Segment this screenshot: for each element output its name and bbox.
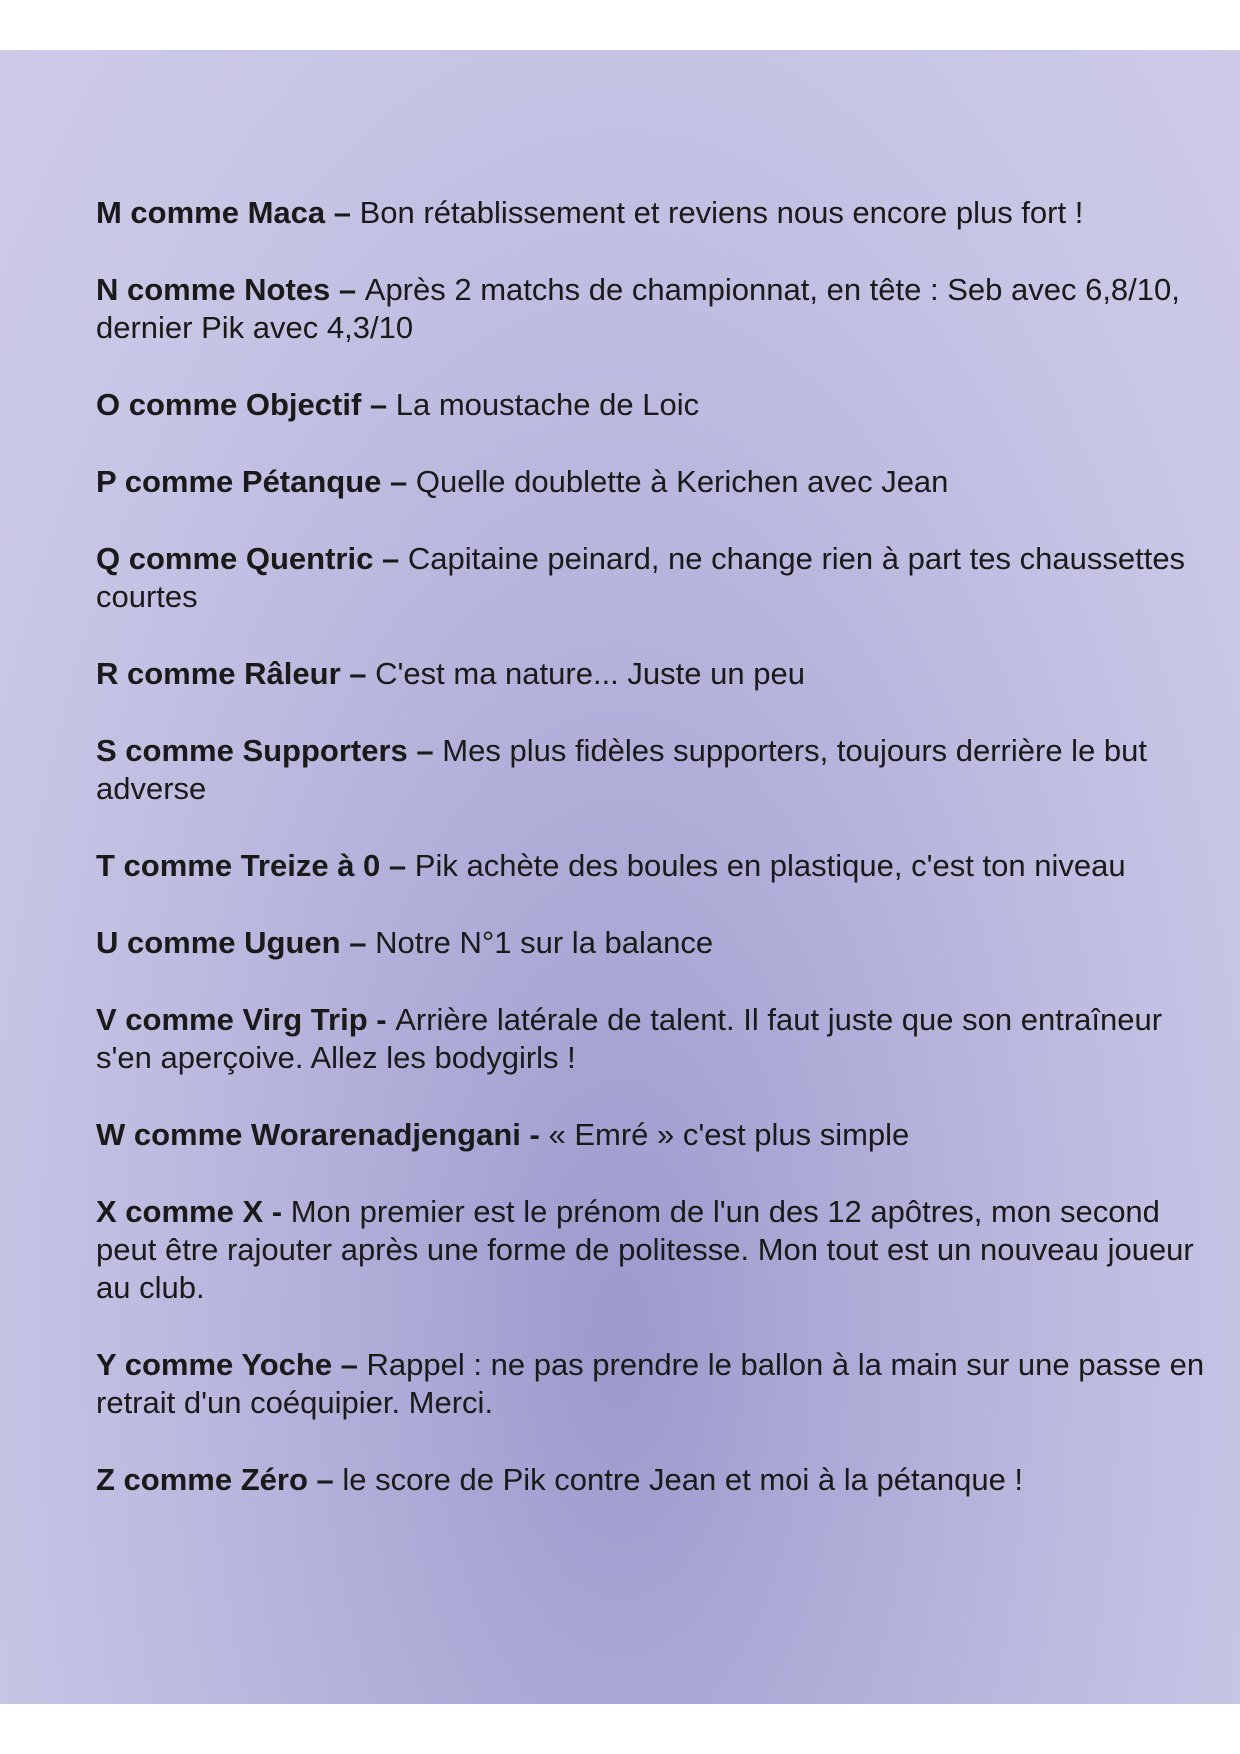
entry-s bbox=[96, 732, 1206, 808]
entry-separator: – bbox=[330, 272, 365, 307]
entry-text: le score de Pik contre Jean et moi à la pétanque ! bbox=[342, 1462, 1024, 1497]
entry-text: Mes plus fidèles supporters, toujours derrière le but adverse bbox=[96, 733, 1148, 806]
entry-term: X comme X bbox=[96, 1194, 264, 1229]
entry-t bbox=[96, 847, 1206, 885]
entry-v bbox=[96, 1001, 1206, 1077]
entry-p bbox=[96, 463, 1206, 501]
entry-text: Rappel : ne pas prendre le ballon à la main sur une passe en retrait d'un coéquipier. Merci. bbox=[96, 1347, 1205, 1420]
entry-term: U comme Uguen bbox=[96, 925, 341, 960]
entry-o bbox=[96, 386, 1206, 424]
entry-term: S comme Supporters bbox=[96, 733, 408, 768]
entry-separator: – bbox=[361, 387, 396, 422]
entry-text: La moustache de Loic bbox=[395, 387, 700, 422]
entry-text: Pik achète des boules en plastique, c'est ton niveau bbox=[414, 848, 1126, 883]
entry-term: R comme Râleur bbox=[96, 656, 341, 691]
entry-n bbox=[96, 271, 1206, 347]
entry-text: C'est ma nature... Juste un peu bbox=[375, 656, 805, 691]
entry-term: Y comme Yoche bbox=[96, 1347, 333, 1382]
entry-text: Arrière latérale de talent. Il faut juste que son entraîneur s'en aperçoive. Allez les bodygirls ! bbox=[96, 1002, 1163, 1075]
entry-separator: – bbox=[340, 656, 376, 691]
entry-separator: – bbox=[307, 1462, 343, 1497]
entry-term: V comme Virg Trip bbox=[96, 1002, 368, 1037]
entry-term: Q comme Quentric bbox=[96, 541, 374, 576]
entry-text: Capitaine peinard, ne change rien à part tes chaussettes courtes bbox=[96, 541, 1186, 614]
entry-x bbox=[96, 1193, 1206, 1307]
entry-text: Bon rétablissement et reviens nous encore plus fort ! bbox=[359, 195, 1084, 230]
entry-separator: - bbox=[367, 1002, 396, 1037]
entry-separator: – bbox=[380, 848, 415, 883]
entry-term: T comme Treize à 0 bbox=[96, 848, 381, 883]
entry-separator: – bbox=[407, 733, 443, 768]
entry-u bbox=[96, 924, 1206, 962]
entry-m bbox=[96, 194, 1206, 232]
entry-r bbox=[96, 655, 1206, 693]
entry-term: W comme Worarenadjengani bbox=[96, 1117, 521, 1152]
entry-term: P comme Pétanque bbox=[96, 464, 382, 499]
entry-separator: - bbox=[520, 1117, 549, 1152]
entry-text: Notre N°1 sur la balance bbox=[375, 925, 714, 960]
entry-separator: – bbox=[340, 925, 376, 960]
entry-y bbox=[96, 1346, 1206, 1422]
entry-text: Après 2 matchs de championnat, en tête : Seb avec 6,8/10, dernier Pik avec 4,3/10 bbox=[96, 272, 1180, 345]
entry-separator: – bbox=[373, 541, 408, 576]
entry-text: Quelle doublette à Kerichen avec Jean bbox=[415, 464, 949, 499]
entry-term: O comme Objectif bbox=[96, 387, 362, 422]
entry-separator: - bbox=[263, 1194, 291, 1229]
entry-separator: – bbox=[381, 464, 416, 499]
entry-q bbox=[96, 540, 1206, 616]
alphabet-list bbox=[96, 194, 1206, 1538]
entry-term: N comme Notes bbox=[96, 272, 331, 307]
entry-text: Mon premier est le prénom de l'un des 12 apôtres, mon second peut être rajouter après une forme de politesse. Mon tout est un nouveau joueur au club. bbox=[96, 1194, 1194, 1305]
entry-z bbox=[96, 1461, 1206, 1499]
entry-separator: – bbox=[332, 1347, 367, 1382]
entry-w bbox=[96, 1116, 1206, 1154]
entry-term: Z comme Zéro bbox=[96, 1462, 308, 1497]
entry-text: « Emré » c'est plus simple bbox=[548, 1117, 910, 1152]
entry-term: M comme Maca bbox=[96, 195, 326, 230]
entry-separator: – bbox=[325, 195, 360, 230]
